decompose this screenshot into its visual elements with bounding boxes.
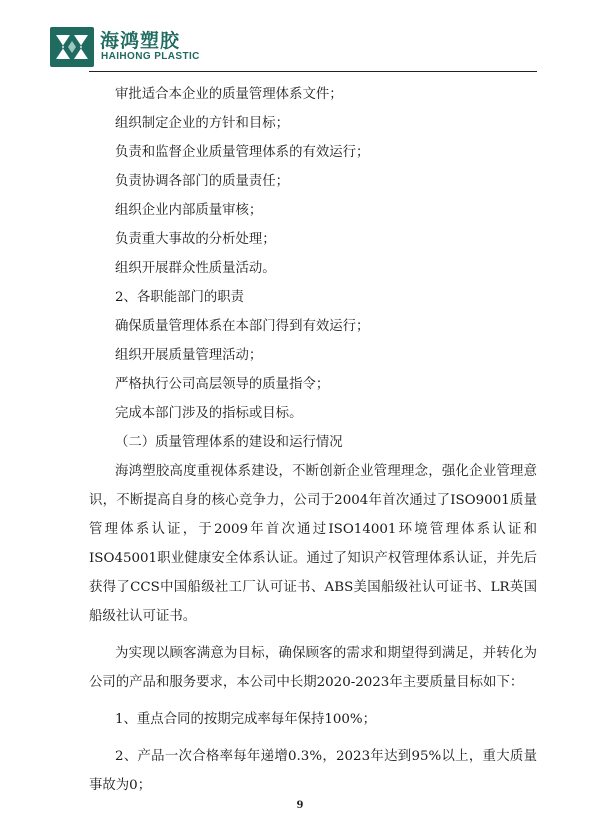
duty-line: 负责协调各部门的质量责任；: [115, 174, 290, 189]
brand-name-chinese: 海鸿塑胶: [100, 30, 181, 52]
duty-line: 组织开展质量管理活动；: [115, 348, 263, 363]
duty-line: 组织企业内部质量审核；: [115, 203, 263, 218]
section-heading: 2、各职能部门的职责: [115, 290, 245, 305]
page-header: [0, 0, 600, 72]
duty-line: 严格执行公司高层领导的质量指令；: [115, 377, 330, 392]
duty-line: 完成本部门涉及的指标或目标。: [115, 406, 303, 421]
header-divider: [89, 71, 537, 72]
brand-name-english: HAIHONG PLASTIC: [101, 51, 200, 62]
quality-goal-item: 1、重点合同的按期完成率每年保持100%；: [115, 712, 377, 727]
body-paragraph: 为实现以顾客满意为目标，确保顾客的需求和期望得到满足，并转化为公司的产品和服务要求，本公司中长期2020-2023年主要质量目标如下：: [89, 646, 537, 690]
section-heading: （二）质量管理体系的建设和运行情况: [115, 435, 343, 450]
duty-line: 组织开展群众性质量活动。: [115, 261, 276, 276]
document-body: [89, 80, 537, 800]
duty-line: 组织制定企业的方针和目标；: [115, 116, 290, 131]
quality-goal-item: 2、产品一次合格率每年递增0.3%，2023年达到95%以上，重大质量事故为0；: [89, 749, 537, 793]
haihong-logo-icon: [50, 27, 94, 67]
duty-line: 负责重大事故的分析处理；: [115, 232, 276, 247]
body-paragraph: 海鸿塑胶高度重视体系建设，不断创新企业管理理念，强化企业管理意识，不断提高自身的核心竞争力，公司于2004年首次通过了ISO9001质量管理体系认证，于2009年首次通过ISO14001环境管理体系认证和ISO45001职业健康安全体系认证。通过了知识产权管理体系认证，并先后获得了CCS中国船级社工厂认可证书、ABS美国船级社认可证书、LR英国船级社认可证书。: [89, 464, 537, 624]
duty-line: 确保质量管理体系在本部门得到有效运行；: [115, 319, 370, 334]
duty-line: 负责和监督企业质量管理体系的有效运行；: [115, 145, 370, 160]
duty-line: 审批适合本企业的质量管理体系文件；: [115, 87, 343, 102]
page-number: 9: [296, 800, 304, 811]
